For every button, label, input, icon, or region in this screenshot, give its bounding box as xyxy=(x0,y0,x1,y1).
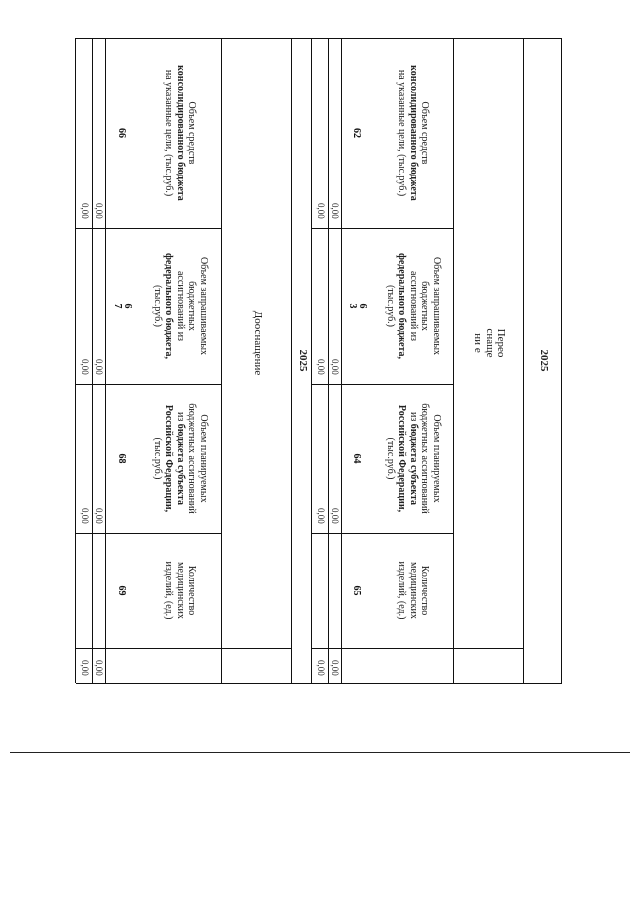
page-separator-line xyxy=(10,752,630,753)
table-1-year: 2025 xyxy=(537,349,550,372)
table-1-r2-c4: 0,00 xyxy=(316,660,326,676)
table-1-r1-c1: 0,00 xyxy=(330,203,340,219)
table-1-col-header-regional: Объем планируемых бюджетных ассигнований из бюджета субъекта Российской Федерации, (тыс.руб.) xyxy=(384,403,442,514)
table-2-colnum-4: 69 xyxy=(116,585,128,596)
table-2-r1-c4: 0,00 xyxy=(94,660,104,676)
table-1-r2-c1: 0,00 xyxy=(316,203,326,219)
table-2-colnum-2: 6 7 xyxy=(112,303,133,309)
table-1-section-title: Переоснащени е xyxy=(472,328,508,358)
rotated-page-content xyxy=(76,38,562,683)
table-2-colnum-3: 68 xyxy=(116,453,128,464)
table-1-col-header-federal: Объем запрашиваемых бюджетных ассигнований из федерального бюджета, (тыс.руб.) xyxy=(384,252,442,360)
table-1-r2-c3: 0,00 xyxy=(316,508,326,524)
table-1-col-header-consolidated: Объем средств консолидированного бюджета на указанные цели, (тыс.руб.) xyxy=(396,65,431,201)
table-2-col-header-federal: Объем запрашиваемых бюджетных ассигнований из федерального бюджета, (тыс.руб.) xyxy=(151,252,209,360)
table-2-r1-c2: 0,00 xyxy=(94,359,104,375)
table-2-colnum-1: 66 xyxy=(116,128,128,138)
table-1-r1-c4: 0,00 xyxy=(330,660,340,676)
table-1-r1-c2: 0,00 xyxy=(330,359,340,375)
table-1-colnum-3: 64 xyxy=(351,453,363,464)
table-1-colnum-2: 6 3 xyxy=(347,303,368,309)
table-1-colnum-1: 62 xyxy=(351,128,363,138)
table-2-col-header-consolidated: Объем средств консолидированного бюджета на указанные цели, (тыс.руб.) xyxy=(163,65,198,201)
table-2-r2-c3: 0,00 xyxy=(80,508,90,524)
table-2-r2-c4: 0,00 xyxy=(80,660,90,676)
table-2-r1-c3: 0,00 xyxy=(94,508,104,524)
table-2-r2-c1: 0,00 xyxy=(80,203,90,219)
table-2-col-header-quantity: Количество медицинских изделий, (ед.) xyxy=(163,561,198,620)
table-2-section-title: Дооснащение xyxy=(251,310,264,376)
table-1-col-header-quantity: Количество медицинских изделий, (ед.) xyxy=(396,561,431,620)
table-1-r2-c2: 0,00 xyxy=(316,359,326,375)
table-1-colnum-4: 65 xyxy=(351,585,363,596)
table-1-r1-c3: 0,00 xyxy=(330,508,340,524)
table-2-col-header-regional: Объем планируемых бюджетных ассигнований из бюджета субъекта Российской Федерации, (тыс.руб.) xyxy=(151,403,209,514)
table-2-r1-c1: 0,00 xyxy=(94,203,104,219)
table-2-r2-c2: 0,00 xyxy=(80,359,90,375)
table-2-year: 2025 xyxy=(296,349,309,372)
